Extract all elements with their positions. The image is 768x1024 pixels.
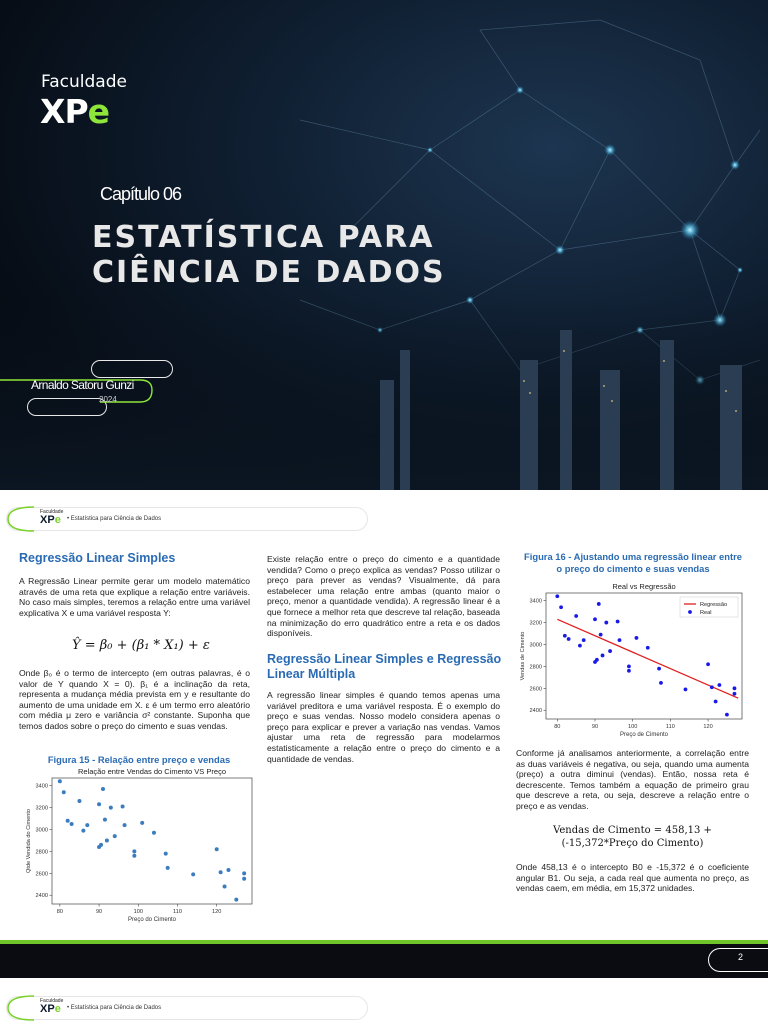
x-tick-label-0: 80	[554, 724, 561, 730]
data-point-29	[242, 871, 246, 875]
y-tick-label-1: 2600	[35, 871, 48, 878]
y-tick-label-4: 3200	[529, 620, 542, 627]
legend-label-1: Real	[700, 610, 712, 616]
brand-logo-e: e	[87, 92, 110, 131]
data-point-16	[618, 638, 622, 642]
data-point-5	[578, 644, 582, 648]
data-point-25	[710, 685, 714, 689]
cover-title-line2: CIÊNCIA DE DADOS	[92, 255, 446, 290]
footer-bar	[0, 944, 768, 978]
author-name: Arnaldo Satoru Gunzi	[31, 378, 134, 392]
brand-logo	[40, 92, 109, 131]
data-point-5	[81, 829, 85, 833]
data-point-11	[599, 633, 603, 637]
brand-logo-xp: XP	[40, 92, 88, 131]
figure-16-caption-line1: Figura 16 - Ajustando uma regressão linear entre	[524, 551, 742, 562]
x-tick-label-4: 120	[703, 724, 713, 730]
y-tick-label-2: 2800	[529, 664, 542, 671]
x-axis-label: Preço de Cimento	[619, 732, 669, 738]
data-point-6	[85, 823, 89, 827]
data-point-23	[191, 872, 195, 876]
cover-page	[0, 0, 768, 490]
data-point-6	[582, 638, 586, 642]
paragraph-coefficients: Onde 458,13 é o intercepto B0 e -15,372 é o coeficiente angular B1. Ou seja, a cada real que aumenta no preço, as vendas caem, em média, em 15,372 unidades.	[516, 862, 749, 894]
x-tick-label-0: 80	[56, 909, 63, 915]
x-axis-label: Preço do Cimento	[127, 917, 177, 923]
regression-equation: Ŷ = β₀ + (β₁ * X₁) + ε	[72, 638, 210, 653]
x-tick-label-4: 120	[212, 909, 222, 915]
paragraph-question: Existe relação entre o preço do cimento e a quantidade vendida? Como o preço explica as vendas? Posso utilizar o preço para prever as vendas? Visualmente, dá para estabelecer uma relação entre ambas (quanto maior o preço, menor a quantidade vendida). A regressão linear é a que fornece a melhor reta que descreve tal relação, baseada na minimização do erro quadrático entre a reta e os dados disponíveis.	[267, 554, 500, 639]
data-point-10	[101, 787, 105, 791]
paragraph-correlation: Conforme já analisamos anteriormente, a correlação entre as duas variáveis é negativa, ou seja, quando uma aumenta (preço) a outra diminui (vendas). Então, nossa reta é decrescente. Temos também a equação de primeiro grau que descreve a reta, ou seja, descreve a relação entre o preço e as vendas.	[516, 748, 749, 811]
data-point-7	[97, 802, 101, 806]
next-header-logo-xp: XP	[40, 1003, 55, 1015]
data-point-1	[559, 605, 563, 609]
data-point-3	[70, 822, 74, 826]
publication-year: 2024	[99, 395, 117, 404]
y-tick-label-3: 3000	[529, 642, 542, 649]
page-number: 2	[738, 952, 744, 962]
data-point-11	[103, 818, 107, 822]
paragraph-definitions: Onde β₀ é o termo de intercepto (em outras palavras, é o valor de Y quando X = 0). β₁ é a inclinação da reta, representa a mudança média prevista em y e resultante do aumento de uma unidade em X. ε é um termo erro aleatório com média μ zero e variância σ² constante. Suponha que temos dados sobre o preço do cimento e suas vendas.	[19, 668, 250, 731]
content-page	[0, 490, 768, 1024]
data-point-12	[601, 654, 605, 658]
data-point-19	[140, 821, 144, 825]
scatter-chart-price-vs-sales	[18, 768, 258, 926]
data-point-19	[635, 636, 639, 640]
header-logo-faculdade: Faculdade	[40, 509, 64, 515]
data-point-10	[597, 602, 601, 606]
data-point-13	[109, 806, 113, 810]
data-point-24	[706, 662, 710, 666]
y-tick-label-0: 2400	[35, 893, 48, 900]
figure-15-caption: Figura 15 - Relação entre preço e vendas	[47, 754, 231, 765]
fitted-equation	[516, 824, 749, 850]
figure-16-caption-line2: o preço do cimento e suas vendas	[556, 563, 710, 574]
data-point-0	[555, 594, 559, 598]
y-tick-label-5: 3400	[529, 598, 542, 605]
fitted-equation-line1: Vendas de Cimento = 458,13 +	[553, 825, 712, 836]
x-tick-label-1: 90	[95, 909, 103, 915]
y-tick-label-3: 3000	[35, 827, 48, 834]
data-point-15	[121, 804, 125, 808]
cover-title-line1: ESTATÍSTICA PARA	[92, 220, 435, 255]
data-point-4	[574, 614, 578, 618]
next-header-document-title: • Estatística para Ciência de Dados	[67, 1005, 162, 1011]
data-point-12	[105, 838, 109, 842]
figure-16-caption	[513, 551, 753, 575]
header-document-title: • Estatística para Ciência de Dados	[67, 516, 162, 522]
data-point-27	[717, 683, 721, 687]
next-header-logo	[40, 1003, 61, 1015]
next-header-logo-e: e	[54, 1003, 61, 1015]
header-logo-xp: XP	[40, 514, 55, 526]
data-point-28	[234, 898, 238, 902]
data-point-17	[132, 849, 136, 853]
x-tick-label-1: 90	[591, 724, 599, 730]
chapter-label: Capítulo 06	[100, 184, 182, 204]
data-point-3	[567, 637, 571, 641]
data-point-21	[164, 852, 168, 856]
data-point-22	[659, 681, 663, 685]
y-tick-label-0: 2400	[529, 708, 542, 715]
fitted-equation-line2: (-15,372*Preço do Cimento)	[561, 838, 704, 849]
paragraph-intro: A Regressão Linear permite gerar um modelo matemático através de uma reta que explique a relação entre variáveis. No caso mais simples, teremos a relação entre uma variável explicativa X e uma variável resposta Y:	[19, 576, 250, 618]
data-point-14	[608, 649, 612, 653]
y-tick-label-1: 2600	[529, 686, 542, 693]
x-tick-label-3: 110	[173, 909, 182, 915]
data-point-9	[595, 658, 599, 662]
y-tick-label-4: 3200	[35, 805, 48, 812]
data-point-20	[646, 646, 650, 650]
data-point-7	[593, 617, 597, 621]
data-point-16	[123, 823, 127, 827]
x-tick-label-2: 100	[628, 724, 638, 730]
data-point-20	[152, 831, 156, 835]
data-point-13	[604, 621, 608, 625]
paragraph-simple-regression: A regressão linear simples é quando temos apenas uma variável preditora e uma variável resposta. É o exemplo do preço e suas vendas. Nosso modelo considera apenas o preço para explicar e prever a variação nas vendas. Vamos ajustar uma reta de regressão para modelarmos estatisticamente a relação entre o preço do cimento e a quantidade de vendas.	[267, 690, 500, 764]
header-logo	[40, 514, 61, 526]
data-point-29	[733, 686, 737, 690]
data-point-0	[58, 779, 62, 783]
next-header-swoosh	[4, 993, 44, 1023]
brand-faculdade-text: Faculdade	[41, 72, 127, 92]
data-point-27	[226, 868, 230, 872]
data-point-21	[657, 667, 661, 671]
data-point-15	[616, 620, 620, 624]
data-point-24	[215, 847, 219, 851]
data-point-14	[113, 834, 117, 838]
data-point-2	[66, 819, 70, 823]
section-heading-simple-regression: Regressão Linear Simples	[19, 551, 176, 565]
data-point-1	[62, 790, 66, 794]
y-tick-label-5: 3400	[35, 783, 48, 790]
data-point-23	[684, 688, 688, 692]
data-point-4	[77, 799, 81, 803]
data-point-30	[733, 692, 737, 696]
section-heading-simple-and-multiple: Regressão Linear Simples e Regressão Linear Múltipla	[267, 652, 502, 681]
data-point-17	[627, 665, 631, 669]
data-point-26	[714, 700, 718, 704]
data-point-25	[219, 870, 223, 874]
next-header-logo-faculdade: Faculdade	[40, 998, 64, 1004]
x-tick-label-2: 100	[133, 909, 143, 915]
data-point-26	[223, 884, 227, 888]
plot-frame	[52, 778, 252, 904]
x-tick-label-3: 110	[665, 724, 675, 730]
chart-title: Relação entre Vendas do Cimento VS Preço	[77, 768, 227, 776]
data-point-28	[725, 713, 729, 717]
data-point-22	[166, 866, 170, 870]
header-logo-e: e	[54, 514, 61, 526]
data-point-9	[99, 843, 103, 847]
y-axis-label: Qtde Vendida do Cimento	[26, 808, 32, 874]
y-axis-label: Vendas de Cimento	[520, 631, 526, 681]
data-point-30	[242, 877, 246, 881]
data-point-18	[627, 669, 631, 673]
legend-swatch-point	[688, 610, 692, 614]
chart-title: Real vs Regressão	[612, 583, 676, 591]
regression-chart-real-vs-fit	[512, 583, 752, 743]
data-point-2	[563, 634, 567, 638]
y-tick-label-2: 2800	[35, 849, 48, 856]
data-point-18	[132, 854, 136, 858]
legend-label-0: Regressão	[700, 602, 728, 608]
header-swoosh	[4, 504, 44, 534]
